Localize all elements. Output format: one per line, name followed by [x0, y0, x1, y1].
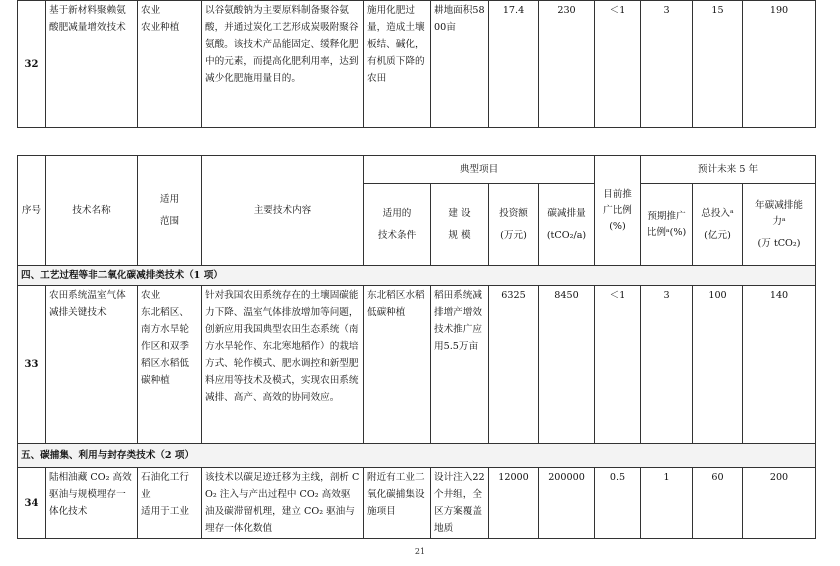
- header-ratio-c: (%): [609, 220, 626, 232]
- header-investment-b: (万元): [500, 229, 527, 241]
- build-scale: 稻田系统减排增产增效技术推广应用5.5万亩: [431, 286, 489, 444]
- header-expected-a: 预期推广: [647, 210, 686, 222]
- header-capacity-c: (万 tCO₂): [757, 237, 801, 249]
- scope-l1: 农业: [141, 290, 161, 301]
- header-ratio: [595, 156, 641, 266]
- tech-content: 以谷氨酸钠为主要原料制备聚谷氨酸，并通过炭化工艺形成炭吸附聚谷氨酸。该技术产品能固定、缓释化肥中的元素，而提高化肥利用率，达到减少化肥施用量目的。: [202, 1, 364, 128]
- header-investment: [489, 184, 539, 266]
- investment: 17.4: [489, 1, 539, 128]
- total-investment: 15: [693, 1, 743, 128]
- scope-cell: [138, 286, 202, 444]
- header-name: 技术名称: [46, 156, 138, 266]
- reduction-capacity: 200: [743, 468, 816, 539]
- scope-cell: [138, 468, 202, 539]
- scope-cell: [138, 1, 202, 128]
- table-row: [18, 1, 816, 128]
- header-total-a: 总投入ᵃ: [701, 207, 734, 219]
- tech-name: 农田系统温室气体减排关键技术: [46, 286, 138, 444]
- build-scale: 耕地面积5800亩: [431, 1, 489, 128]
- header-scope-b: 范围: [159, 215, 180, 227]
- total-investment: 100: [693, 286, 743, 444]
- header-total: [693, 184, 743, 266]
- header-total-b: (亿元): [704, 229, 731, 241]
- current-ratio: ＜1: [595, 286, 641, 444]
- header-no: 序号: [18, 156, 46, 266]
- expected-ratio: 3: [641, 286, 693, 444]
- tech-conditions: 东北稻区水稻低碳种植: [364, 286, 431, 444]
- table-row: [18, 286, 816, 444]
- header-reduction-a: 碳减排量: [547, 207, 586, 219]
- header-future: 预计未来 5 年: [641, 156, 816, 184]
- section-row: [18, 266, 816, 286]
- header-ratio-a: 目前推: [603, 188, 632, 200]
- header-expected: [641, 184, 693, 266]
- current-ratio: 0.5: [595, 468, 641, 539]
- header-ratio-b: 广比例: [603, 204, 632, 216]
- header-scale: [431, 184, 489, 266]
- investment: 12000: [489, 468, 539, 539]
- scope-l1: 农业: [141, 5, 161, 16]
- reduction: 230: [539, 1, 595, 128]
- scope-l2: 东北稻区、南方水旱轮作区和双季稻区水稻低碳种植: [141, 307, 189, 386]
- section-title: 四、工艺过程等非二氧化碳减排类技术（1 项）: [18, 266, 816, 286]
- build-scale: 设计注入22个井组，全区方案覆盖地质: [431, 468, 489, 539]
- scope-l1: 石油化工行业: [141, 472, 189, 500]
- header-reduction-b: (tCO₂/a): [546, 229, 587, 241]
- reduction: 8450: [539, 286, 595, 444]
- tech-content: 针对我国农田系统存在的土壤固碳能力下降、温室气体排放增加等问题，创新应用我国典型农田生态系统（南方水旱轮作、东北寒地稻作）的栽培方式、轮作模式、肥水调控和新型肥料应用等技术及模式，实现农田系统减排、高产、高效的协同效应。: [202, 286, 364, 444]
- tech-name: 陆相油藏 CO₂ 高效驱油与规模埋存一体化技术: [46, 468, 138, 539]
- scope-l2: 农业种植: [141, 22, 180, 33]
- header-typical: 典型项目: [364, 156, 595, 184]
- table-top: [17, 0, 816, 128]
- expected-ratio: 1: [641, 468, 693, 539]
- reduction-capacity: 140: [743, 286, 816, 444]
- row-number: 33: [18, 286, 46, 444]
- row-number: 32: [18, 1, 46, 128]
- section-title: 五、碳捕集、利用与封存类技术（2 项）: [18, 444, 816, 468]
- header-conditions-b: 技术条件: [377, 229, 417, 241]
- reduction: 200000: [539, 468, 595, 539]
- current-ratio: ＜1: [595, 1, 641, 128]
- header-conditions: [364, 184, 431, 266]
- tech-content: 该技术以碳足迹迁移为主线，剖析 CO₂ 注入与产出过程中 CO₂ 高效驱油及碳滞留机理，建立 CO₂ 驱油与埋存一体化数值: [202, 468, 364, 539]
- section-row: [18, 444, 816, 468]
- header-scale-a: 建 设: [448, 207, 471, 219]
- header-scope-a: 适用: [159, 193, 180, 205]
- reduction-capacity: 190: [743, 1, 816, 128]
- tech-conditions: 附近有工业二氧化碳捕集设施项目: [364, 468, 431, 539]
- header-content: 主要技术内容: [202, 156, 364, 266]
- total-investment: 60: [693, 468, 743, 539]
- header-capacity-b: 力ᵃ: [772, 215, 786, 227]
- table-main: [17, 155, 816, 539]
- header-scale-b: 规 模: [448, 229, 471, 241]
- header-capacity: [743, 184, 816, 266]
- row-number: 34: [18, 468, 46, 539]
- table-row: [18, 468, 816, 539]
- header-conditions-a: 适用的: [382, 207, 412, 219]
- investment: 6325: [489, 286, 539, 444]
- scope-l2: 适用于工业: [141, 506, 189, 517]
- header-scope: [138, 156, 202, 266]
- header-row: [18, 156, 816, 184]
- page-number: 21: [414, 547, 426, 556]
- header-reduction: [539, 184, 595, 266]
- expected-ratio: 3: [641, 1, 693, 128]
- header-capacity-a: 年碳减排能: [755, 199, 803, 211]
- tech-conditions: 施用化肥过量，造成土壤板结、碱化，有机质下降的农田: [364, 1, 431, 128]
- header-expected-b: 比例ᵃ(%): [646, 226, 687, 238]
- header-investment-a: 投资额: [499, 207, 528, 219]
- tech-name: 基于新材料聚赖氨酸肥减量增效技术: [46, 1, 138, 128]
